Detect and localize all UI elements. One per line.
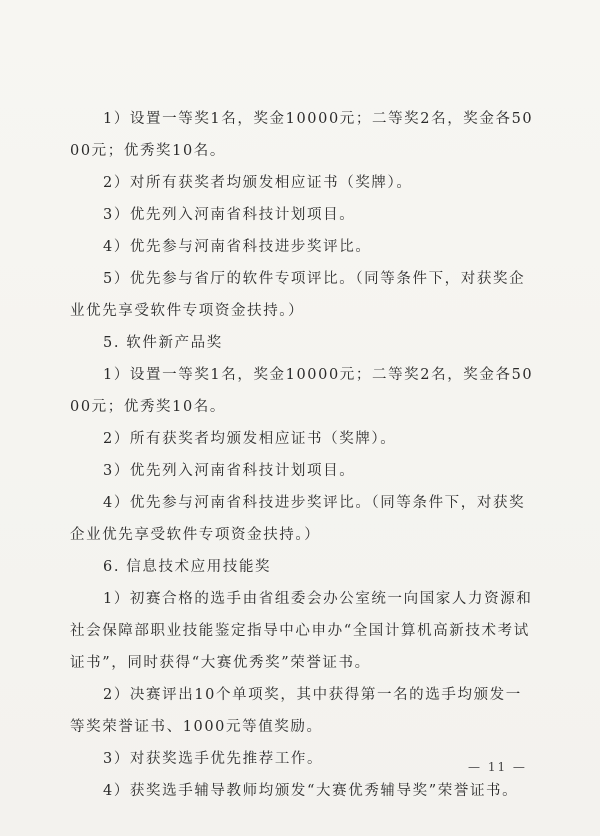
page-number: — 11 — [468,760,527,774]
section-heading-software-new-product: 5. 软件新产品奖 [103,335,223,351]
paragraph-12: 1）初赛合格的选手由省组委会办公室统一向国家人力资源和社会保障部职业技能鉴定指导中心申办“全国计算机高新技术考试证书”，同时获得“大赛优秀奖”荣誉证书。 [70,591,533,671]
paragraph-13: 2）决赛评出10个单项奖，其中获得第一名的选手均颁发一等奖荣誉证书、1000元等值奖励。 [70,687,522,735]
paragraph-9: 3）优先列入河南省科技计划项目。 [103,463,356,479]
paragraph-5: 5）优先参与省厅的软件专项评比。（同等条件下，对获奖企业优先享受软件专项资金扶持。） [70,271,526,319]
paragraph-2: 2）对所有获奖者均颁发相应证书（奖牌）。 [103,175,413,191]
paragraph-8: 2）所有获奖者均颁发相应证书（奖牌）。 [103,431,397,447]
document-body [70,103,536,807]
paragraph-7: 1）设置一等奖1名，奖金10000元；二等奖2名，奖金各5000元；优秀奖10名。 [70,367,534,415]
paragraph-1: 1）设置一等奖1名，奖金10000元；二等奖2名，奖金各5000元；优秀奖10名。 [70,111,534,159]
paragraph-15: 4）获奖选手辅导教师均颁发“大赛优秀辅导奖”荣誉证书。 [103,783,519,799]
paragraph-10: 4）优先参与河南省科技进步奖评比。（同等条件下，对获奖企业优先享受软件专项资金扶持。） [70,495,526,543]
paragraph-14: 3）对获奖选手优先推荐工作。 [103,751,324,767]
paragraph-3: 3）优先列入河南省科技计划项目。 [103,207,356,223]
section-heading-it-skills: 6. 信息技术应用技能奖 [103,559,272,575]
paragraph-4: 4）优先参与河南省科技进步奖评比。 [103,239,372,255]
